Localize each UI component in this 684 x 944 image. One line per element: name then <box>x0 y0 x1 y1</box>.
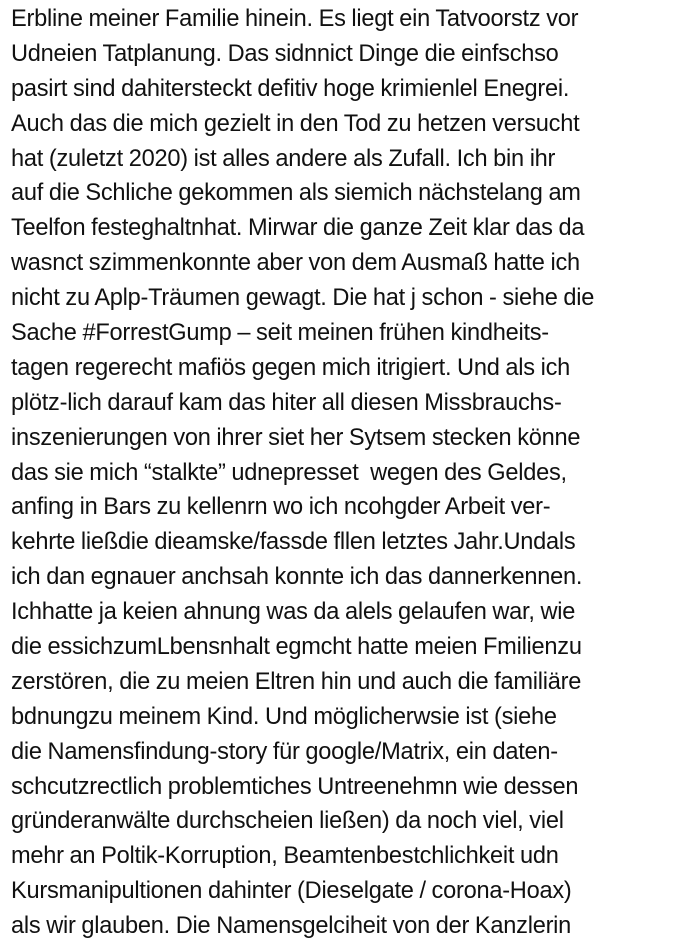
text-line: Udneien Tatplanung. Das sidnnict Dinge die einfschso <box>11 40 559 67</box>
text-line: die Namensfindung-story für google/Matrix, ein daten- <box>11 738 558 765</box>
text-line: zerstören, die zu meien Eltren hin und auch die familiäre <box>11 668 582 695</box>
text-line: nicht zu Aplp-Träumen gewagt. Die hat j schon - siehe die <box>11 285 595 312</box>
text-line: gründeranwälte durchscheien ließen) da noch viel, viel <box>11 808 564 835</box>
text-line: ich dan egnauer anchsah konnte ich das dannerkennen. <box>11 564 583 591</box>
text-line: schcutzrectlich problemtiches Untreenehmn wie dessen <box>11 773 579 800</box>
text-line: Auch das die mich gezielt in den Tod zu hetzen versucht <box>11 110 580 137</box>
text-line: mehr an Poltik-Korruption, Beamtenbestchlichkeit udn <box>11 843 559 870</box>
text-line: das sie mich “stalkte” udnepresset wegen des Geldes, <box>11 459 567 486</box>
text-line: pasirt sind dahitersteckt defitiv hoge krimienlel Enegrei. <box>11 75 570 102</box>
text-line: die essichzumLbensnhalt egmcht hatte meien Fmilienzu <box>11 634 582 661</box>
text-line: wasnct szimmenkonnte aber von dem Ausmaß hatte ich <box>11 250 580 277</box>
text-line: Sache #ForrestGump – seit meinen frühen kindheits- <box>11 320 549 347</box>
text-line: als wir glauben. Die Namensgelciheit von der Kanzlerin <box>11 913 572 940</box>
text-line: Erbline meiner Familie hinein. Es liegt ein Tatvoorstz vor <box>11 6 579 32</box>
text-line: plötz-lich darauf kam das hiter all diesen Missbrauchs- <box>11 389 562 416</box>
text-line: hat (zuletzt 2020) ist alles andere als Zufall. Ich bin ihr <box>11 145 556 172</box>
text-line: inszenierungen von ihrer siet her Sytsem stecken könne <box>11 424 581 451</box>
text-line: kehrte ließdie dieamske/fassde fllen letztes Jahr.Undals <box>11 529 576 556</box>
text-line: tagen regerecht mafiös gegen mich itrigiert. Und als ich <box>11 354 571 381</box>
text-line: auf die Schliche gekommen als siemich nächstelang am <box>11 180 581 207</box>
text-line: Teelfon festeghaltnhat. Mirwar die ganze Zeit klar das da <box>11 215 585 242</box>
text-line: Kursmanipultionen dahinter (Dieselgate / corona-Hoax) <box>11 878 572 905</box>
text-line: Ichhatte ja keien ahnung was da alels gelaufen war, wie <box>11 599 576 626</box>
text-line: bdnungzu meinem Kind. Und möglicherwsie ist (siehe <box>11 703 557 730</box>
body-text <box>11 2 679 944</box>
text-line: anfing in Bars zu kellenrn wo ich ncohgder Arbeit ver- <box>11 494 551 521</box>
